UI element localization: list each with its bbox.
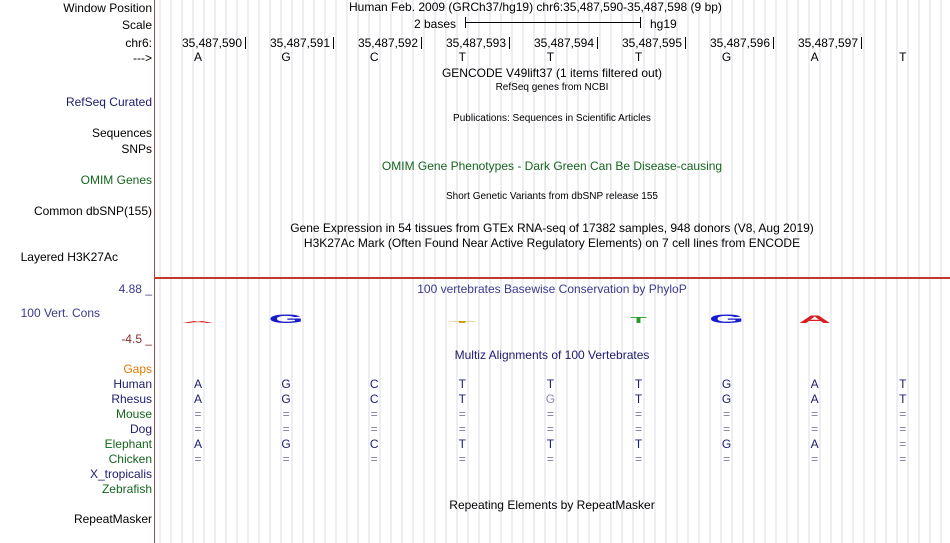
- dbsnp-track-title[interactable]: Short Genetic Variants from dbSNP release 155: [446, 191, 658, 202]
- base-letter: A: [810, 50, 819, 64]
- alignment-base: =: [370, 407, 378, 421]
- alignment-base: T: [899, 392, 907, 406]
- label-sequences[interactable]: Sequences: [91, 126, 152, 140]
- species-label[interactable]: Dog: [129, 422, 152, 436]
- alignment-base: =: [458, 452, 466, 466]
- species-label[interactable]: Rhesus: [111, 392, 152, 406]
- alignment-base: =: [899, 407, 907, 421]
- label-scale: Scale: [121, 18, 152, 32]
- species-label[interactable]: Human: [113, 377, 152, 391]
- scale-bar-label: 2 bases: [414, 17, 457, 31]
- coordinate-tick: [685, 37, 686, 49]
- alignment-base: T: [458, 437, 466, 451]
- conservation-logo-letter: G: [709, 311, 745, 326]
- multiz-track-title[interactable]: Multiz Alignments of 100 Vertebrates: [454, 348, 650, 362]
- alignment-base: G: [281, 392, 291, 406]
- alignment-base: A: [193, 437, 203, 451]
- species-label[interactable]: Mouse: [115, 407, 152, 421]
- alignment-base: =: [723, 422, 731, 436]
- coordinate-tick: [509, 37, 510, 49]
- alignment-base: A: [810, 377, 819, 391]
- alignment-base: =: [723, 407, 731, 421]
- alignment-base: =: [370, 452, 378, 466]
- coordinate-tick: [597, 37, 598, 49]
- alignment-base: A: [193, 377, 203, 391]
- alignment-base: =: [634, 422, 643, 436]
- track-label-divider: [154, 0, 155, 543]
- base-letter: G: [721, 50, 732, 64]
- label-refseq-curated[interactable]: RefSeq Curated: [65, 95, 152, 109]
- alignment-base: T: [546, 377, 555, 391]
- alignment-base: A: [810, 437, 819, 451]
- conservation-logo-letter: G: [268, 311, 304, 326]
- conservation-logo-letter: T: [630, 316, 647, 326]
- alignment-base: =: [811, 407, 819, 421]
- conservation-logo-letter: A: [181, 320, 215, 324]
- coordinate-label: 35,487,597: [797, 36, 858, 50]
- alignment-base: A: [810, 392, 819, 406]
- window-position-text: Human Feb. 2009 (GRCh37/hg19) chr6:35,487,590-35,487,598 (9 bp): [349, 0, 722, 14]
- coordinate-tick: [773, 37, 774, 49]
- alignment-base: =: [282, 452, 290, 466]
- publications-track-title[interactable]: Publications: Sequences in Scientific Articles: [453, 113, 651, 124]
- base-letter: A: [193, 50, 203, 64]
- label-repeatmasker[interactable]: RepeatMasker: [73, 512, 152, 526]
- base-letter: C: [369, 50, 379, 64]
- alignment-base: =: [194, 422, 202, 436]
- alignment-base: =: [458, 422, 466, 436]
- alignment-base: A: [193, 392, 203, 406]
- label-100-vert-cons[interactable]: 100 Vert. Cons: [20, 306, 100, 320]
- scale-bar: [465, 17, 641, 27]
- label-window-position: Window Position: [63, 1, 152, 15]
- phylop-track-title[interactable]: 100 vertebrates Basewise Conservation by PhyloP: [417, 282, 687, 296]
- coordinate-label: 35,487,591: [269, 36, 330, 50]
- coordinate-label: 35,487,590: [181, 36, 242, 50]
- base-letter: T: [458, 50, 466, 64]
- conservation-logo-letter: T: [448, 320, 477, 324]
- coordinate-label: 35,487,592: [357, 36, 418, 50]
- alignment-base: =: [282, 407, 290, 421]
- gencode-track-title[interactable]: GENCODE V49lift37 (1 items filtered out): [441, 66, 663, 80]
- refseq-track-title[interactable]: RefSeq genes from NCBI: [495, 82, 609, 93]
- alignment-base: T: [634, 437, 643, 451]
- alignment-base: C: [369, 437, 379, 451]
- alignment-base: G: [721, 437, 732, 451]
- alignment-base: =: [546, 422, 554, 436]
- repeatmasker-track-title[interactable]: Repeating Elements by RepeatMasker: [449, 498, 655, 512]
- coordinate-tick: [245, 37, 246, 49]
- assembly-label: hg19: [650, 17, 677, 31]
- label-layered-h3k27ac[interactable]: Layered H3K27Ac: [20, 250, 118, 264]
- alignment-base: =: [546, 407, 554, 421]
- species-label[interactable]: Gaps: [123, 362, 152, 376]
- species-label[interactable]: X_tropicalis: [89, 467, 152, 481]
- alignment-base: G: [281, 377, 291, 391]
- alignment-base: T: [546, 437, 555, 451]
- coordinate-tick: [421, 37, 422, 49]
- alignment-base: G: [721, 377, 732, 391]
- alignment-base: G: [545, 392, 556, 406]
- base-letter: T: [634, 50, 643, 64]
- coordinate-tick: [861, 37, 862, 49]
- alignment-base: =: [634, 407, 643, 421]
- cons-max-value: 4.88 _: [118, 282, 152, 296]
- coordinate-label: 35,487,594: [533, 36, 594, 50]
- gtex-track-title[interactable]: Gene Expression in 54 tissues from GTEx RNA-seq of 17382 samples, 948 donors (V8, Aug 2019): [290, 221, 814, 235]
- omim-track-title[interactable]: OMIM Gene Phenotypes - Dark Green Can Be Disease-causing: [381, 159, 723, 173]
- label-chromosome: chr6:: [125, 36, 152, 50]
- alignment-base: T: [458, 392, 466, 406]
- alignment-base: =: [282, 422, 290, 436]
- base-letter: T: [546, 50, 555, 64]
- coordinate-label: 35,487,593: [445, 36, 506, 50]
- alignment-base: =: [546, 452, 554, 466]
- alignment-base: =: [370, 422, 378, 436]
- alignment-base: =: [194, 407, 202, 421]
- alignment-base: C: [369, 392, 379, 406]
- alignment-base: =: [811, 422, 819, 436]
- alignment-base: =: [899, 437, 907, 451]
- label-omim-genes[interactable]: OMIM Genes: [80, 173, 152, 187]
- alignment-base: =: [634, 452, 643, 466]
- conservation-logo-letter: A: [798, 313, 831, 326]
- conservation-logos: [156, 306, 950, 336]
- alignment-base: G: [721, 392, 732, 406]
- coordinate-tick: [333, 37, 334, 49]
- alignment-base: =: [811, 452, 819, 466]
- alignment-base: T: [458, 377, 466, 391]
- coordinate-label: 35,487,596: [709, 36, 770, 50]
- base-letter: T: [899, 50, 907, 64]
- alignment-base: T: [634, 392, 643, 406]
- coordinate-label: 35,487,595: [621, 36, 682, 50]
- species-label[interactable]: Elephant: [104, 437, 152, 451]
- alignment-base: T: [899, 377, 907, 391]
- alignment-base: =: [458, 407, 466, 421]
- alignment-base: G: [281, 437, 291, 451]
- species-label[interactable]: Zebrafish: [101, 482, 152, 496]
- alignment-base: =: [194, 452, 202, 466]
- cons-min-value: -4.5 _: [121, 332, 152, 346]
- alignment-base: =: [899, 452, 907, 466]
- alignment-base: C: [369, 377, 379, 391]
- track-separator: [154, 277, 950, 279]
- alignment-base: =: [723, 452, 731, 466]
- h3k27ac-track-title[interactable]: H3K27Ac Mark (Often Found Near Active Regulatory Elements) on 7 cell lines from ENCODE: [303, 236, 801, 250]
- label-snps[interactable]: SNPs: [121, 142, 152, 156]
- species-label[interactable]: Chicken: [108, 452, 152, 466]
- base-letter: G: [281, 50, 291, 64]
- alignment-base: T: [634, 377, 643, 391]
- label-common-dbsnp[interactable]: Common dbSNP(155): [33, 204, 152, 218]
- label-strand-arrow[interactable]: --->: [133, 51, 152, 65]
- alignment-base: =: [899, 422, 907, 436]
